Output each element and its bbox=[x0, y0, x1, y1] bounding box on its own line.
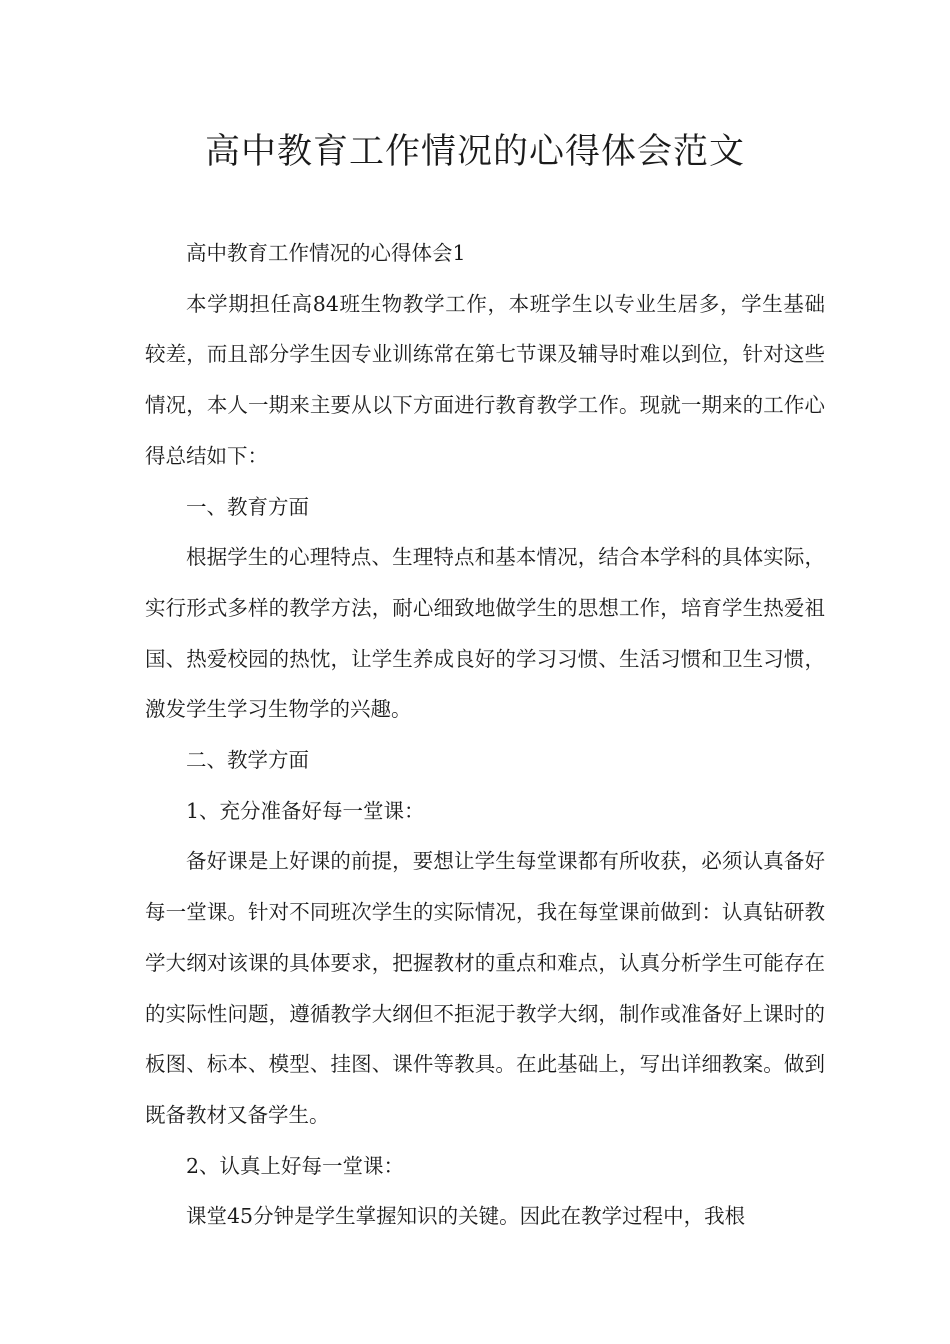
subheading-prepare-lessons: 1、充分准备好每一堂课： bbox=[186, 798, 425, 823]
subheading-teach-lessons: 2、认真上好每一堂课： bbox=[186, 1153, 405, 1178]
document-title: 高中教育工作情况的心得体会范文 bbox=[204, 132, 745, 172]
section-heading-teaching: 二、教学方面 bbox=[186, 748, 309, 773]
document-body bbox=[145, 228, 825, 1242]
section-heading-education: 一、教育方面 bbox=[186, 494, 309, 519]
paragraph-prepare-lessons: 备好课是上好课的前提，要想让学生每堂课都有所收获，必须认真备好每一堂课。针对不同班次学生的实际情况，我在每堂课前做到：认真钻研教学大纲对该课的具体要求，把握教材的重点和难点，认真分析学生可能存在的实际性问题，遵循教学大纲但不拒泥于教学大纲，制作或准备好上课时的板图、标本、模型、挂图、课件等教具。在此基础上，写出详细教案。做到既备教材又备学生。 bbox=[145, 849, 825, 1127]
paragraph-intro: 本学期担任高84班生物教学工作，本班学生以专业生居多，学生基础较差，而且部分学生因专业训练常在第七节课及辅导时难以到位，针对这些情况，本人一期来主要从以下方面进行教育教学工作。现就一期来的工作心得总结如下： bbox=[145, 291, 825, 468]
paragraph-education: 根据学生的心理特点、生理特点和基本情况，结合本学科的具体实际，实行形式多样的教学方法，耐心细致地做学生的思想工作，培育学生热爱祖国、热爱校园的热忱，让学生养成良好的学习习惯、生活习惯和卫生习惯，激发学生学习生物学的兴趣。 bbox=[145, 545, 825, 722]
section-heading-1: 高中教育工作情况的心得体会1 bbox=[186, 241, 466, 265]
paragraph-teach-lessons: 课堂45分钟是学生掌握知识的关键。因此在教学过程中，我根 bbox=[186, 1204, 746, 1229]
